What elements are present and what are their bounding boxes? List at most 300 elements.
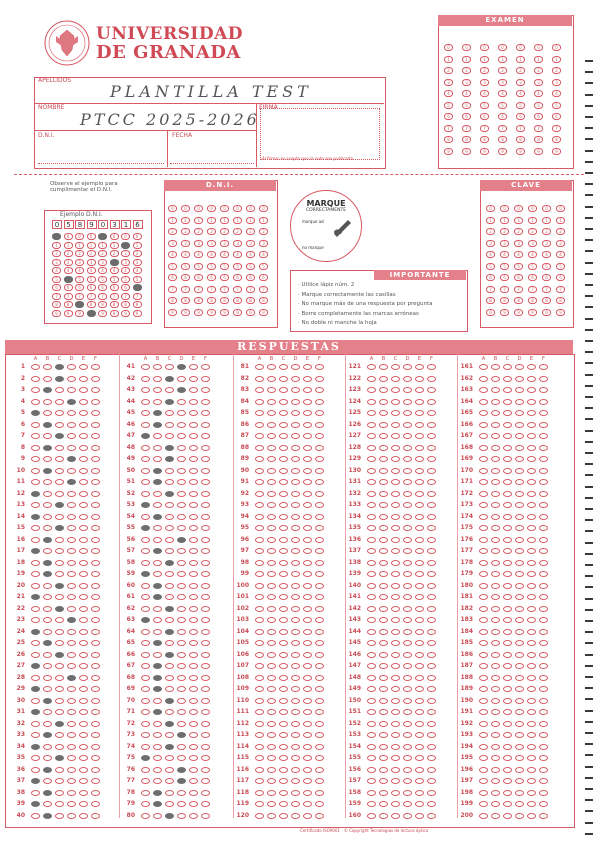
answer-bubble[interactable] (403, 514, 412, 520)
answer-bubble[interactable] (141, 433, 150, 439)
digit-bubble[interactable]: 3 (534, 79, 543, 86)
answer-bubble[interactable] (31, 560, 40, 566)
answer-bubble[interactable] (391, 675, 400, 681)
answer-bubble[interactable] (67, 537, 76, 543)
answer-bubble[interactable] (91, 364, 100, 370)
answer-bubble[interactable] (165, 778, 174, 784)
digit-bubble[interactable]: 1 (87, 242, 96, 249)
digit-bubble[interactable]: 5 (246, 263, 255, 270)
answer-bubble[interactable] (31, 629, 40, 635)
answer-bubble[interactable] (267, 606, 276, 612)
answer-bubble[interactable] (503, 548, 512, 554)
answer-bubble[interactable] (43, 571, 52, 577)
answer-bubble[interactable] (479, 709, 488, 715)
answer-bubble[interactable] (165, 652, 174, 658)
answer-bubble[interactable] (201, 709, 210, 715)
answer-bubble[interactable] (177, 640, 186, 646)
answer-bubble[interactable] (527, 399, 536, 405)
answer-bubble[interactable] (527, 721, 536, 727)
digit-bubble[interactable]: 4 (181, 251, 190, 258)
answer-bubble[interactable] (303, 433, 312, 439)
answer-bubble[interactable] (91, 606, 100, 612)
digit-bubble[interactable]: 7 (168, 286, 177, 293)
answer-bubble[interactable] (55, 629, 64, 635)
answer-bubble[interactable] (415, 790, 424, 796)
answer-bubble[interactable] (201, 410, 210, 416)
answer-bubble[interactable] (267, 617, 276, 623)
answer-bubble[interactable] (539, 709, 548, 715)
answer-bubble[interactable] (55, 744, 64, 750)
answer-bubble[interactable] (491, 364, 500, 370)
answer-bubble[interactable] (165, 445, 174, 451)
answer-bubble[interactable] (141, 399, 150, 405)
answer-bubble[interactable] (415, 732, 424, 738)
answer-bubble[interactable] (43, 652, 52, 658)
answer-bubble[interactable] (141, 525, 150, 531)
answer-bubble[interactable] (31, 445, 40, 451)
answer-bubble[interactable] (201, 456, 210, 462)
answer-bubble[interactable] (165, 456, 174, 462)
digit-bubble[interactable]: 5 (542, 263, 551, 270)
digit-bubble[interactable]: 9 (542, 309, 551, 316)
answer-bubble[interactable] (91, 410, 100, 416)
digit-bubble[interactable]: 0 (194, 205, 203, 212)
answer-bubble[interactable] (79, 778, 88, 784)
digit-bubble[interactable] (121, 242, 130, 249)
answer-bubble[interactable] (141, 537, 150, 543)
answer-bubble[interactable] (279, 801, 288, 807)
answer-bubble[interactable] (403, 755, 412, 761)
answer-bubble[interactable] (201, 422, 210, 428)
answer-bubble[interactable] (503, 456, 512, 462)
answer-bubble[interactable] (267, 491, 276, 497)
digit-bubble[interactable]: 1 (52, 242, 61, 249)
answer-bubble[interactable] (201, 640, 210, 646)
answer-bubble[interactable] (491, 721, 500, 727)
answer-bubble[interactable] (141, 778, 150, 784)
answer-bubble[interactable] (79, 456, 88, 462)
answer-bubble[interactable] (539, 594, 548, 600)
digit-bubble[interactable]: 6 (534, 113, 543, 120)
answer-bubble[interactable] (479, 410, 488, 416)
digit-bubble[interactable]: 6 (552, 113, 561, 120)
answer-bubble[interactable] (303, 502, 312, 508)
answer-bubble[interactable] (315, 560, 324, 566)
answer-bubble[interactable] (67, 387, 76, 393)
answer-bubble[interactable] (79, 755, 88, 761)
answer-bubble[interactable] (279, 560, 288, 566)
digit-bubble[interactable]: 4 (207, 251, 216, 258)
digit-bubble[interactable]: 6 (64, 284, 73, 291)
answer-bubble[interactable] (427, 571, 436, 577)
answer-bubble[interactable] (527, 606, 536, 612)
digit-bubble[interactable]: 0 (110, 233, 119, 240)
answer-bubble[interactable] (391, 790, 400, 796)
answer-bubble[interactable] (43, 755, 52, 761)
digit-bubble[interactable]: 1 (207, 217, 216, 224)
answer-bubble[interactable] (165, 617, 174, 623)
answer-bubble[interactable] (315, 387, 324, 393)
answer-bubble[interactable] (55, 663, 64, 669)
answer-bubble[interactable] (55, 422, 64, 428)
digit-bubble[interactable]: 4 (110, 267, 119, 274)
answer-bubble[interactable] (79, 364, 88, 370)
answer-bubble[interactable] (141, 548, 150, 554)
answer-bubble[interactable] (291, 709, 300, 715)
answer-bubble[interactable] (91, 629, 100, 635)
answer-bubble[interactable] (415, 663, 424, 669)
answer-bubble[interactable] (503, 778, 512, 784)
answer-bubble[interactable] (201, 755, 210, 761)
digit-bubble[interactable]: 2 (75, 250, 84, 257)
answer-bubble[interactable] (315, 732, 324, 738)
digit-bubble[interactable]: 8 (486, 297, 495, 304)
answer-bubble[interactable] (527, 364, 536, 370)
answer-bubble[interactable] (403, 686, 412, 692)
answer-bubble[interactable] (67, 617, 76, 623)
answer-bubble[interactable] (153, 732, 162, 738)
answer-bubble[interactable] (189, 813, 198, 819)
answer-bubble[interactable] (539, 548, 548, 554)
answer-bubble[interactable] (141, 640, 150, 646)
answer-bubble[interactable] (515, 422, 524, 428)
answer-bubble[interactable] (391, 813, 400, 819)
answer-bubble[interactable] (315, 778, 324, 784)
answer-bubble[interactable] (491, 571, 500, 577)
digit-bubble[interactable]: 8 (259, 297, 268, 304)
answer-bubble[interactable] (515, 652, 524, 658)
digit-bubble[interactable]: 6 (52, 284, 61, 291)
answer-bubble[interactable] (379, 709, 388, 715)
answer-bubble[interactable] (91, 583, 100, 589)
answer-bubble[interactable] (427, 629, 436, 635)
digit-bubble[interactable] (133, 284, 142, 291)
digit-bubble[interactable]: 3 (259, 240, 268, 247)
answer-bubble[interactable] (315, 755, 324, 761)
answer-bubble[interactable] (165, 675, 174, 681)
answer-bubble[interactable] (79, 445, 88, 451)
answer-bubble[interactable] (391, 606, 400, 612)
answer-bubble[interactable] (141, 364, 150, 370)
answer-bubble[interactable] (43, 537, 52, 543)
answer-bubble[interactable] (315, 721, 324, 727)
digit-bubble[interactable] (98, 233, 107, 240)
answer-bubble[interactable] (303, 767, 312, 773)
answer-bubble[interactable] (267, 594, 276, 600)
answer-bubble[interactable] (403, 767, 412, 773)
digit-bubble[interactable]: 5 (98, 276, 107, 283)
answer-bubble[interactable] (391, 491, 400, 497)
answer-bubble[interactable] (379, 583, 388, 589)
answer-bubble[interactable] (391, 686, 400, 692)
answer-bubble[interactable] (255, 629, 264, 635)
answer-bubble[interactable] (267, 698, 276, 704)
digit-bubble[interactable]: 5 (556, 263, 565, 270)
answer-bubble[interactable] (539, 732, 548, 738)
answer-bubble[interactable] (503, 479, 512, 485)
answer-bubble[interactable] (415, 491, 424, 497)
answer-bubble[interactable] (427, 560, 436, 566)
answer-bubble[interactable] (141, 583, 150, 589)
answer-bubble[interactable] (189, 376, 198, 382)
digit-bubble[interactable]: 7 (534, 125, 543, 132)
digit-bubble[interactable]: 9 (462, 148, 471, 155)
answer-bubble[interactable] (79, 767, 88, 773)
answer-bubble[interactable] (153, 594, 162, 600)
answer-bubble[interactable] (55, 767, 64, 773)
answer-bubble[interactable] (201, 560, 210, 566)
digit-bubble[interactable]: 3 (64, 259, 73, 266)
answer-bubble[interactable] (315, 594, 324, 600)
answer-bubble[interactable] (279, 640, 288, 646)
answer-bubble[interactable] (367, 801, 376, 807)
answer-bubble[interactable] (267, 364, 276, 370)
answer-bubble[interactable] (291, 399, 300, 405)
answer-bubble[interactable] (201, 801, 210, 807)
answer-bubble[interactable] (367, 732, 376, 738)
answer-bubble[interactable] (291, 525, 300, 531)
answer-bubble[interactable] (503, 675, 512, 681)
answer-bubble[interactable] (403, 560, 412, 566)
answer-bubble[interactable] (141, 767, 150, 773)
digit-bubble[interactable]: 3 (133, 259, 142, 266)
answer-bubble[interactable] (153, 755, 162, 761)
answer-bubble[interactable] (379, 537, 388, 543)
answer-bubble[interactable] (515, 767, 524, 773)
answer-bubble[interactable] (367, 640, 376, 646)
answer-bubble[interactable] (267, 548, 276, 554)
answer-bubble[interactable] (177, 594, 186, 600)
digit-bubble[interactable]: 8 (110, 301, 119, 308)
answer-bubble[interactable] (153, 433, 162, 439)
answer-bubble[interactable] (491, 652, 500, 658)
answer-bubble[interactable] (539, 456, 548, 462)
answer-bubble[interactable] (303, 801, 312, 807)
answer-bubble[interactable] (539, 364, 548, 370)
digit-bubble[interactable]: 2 (500, 228, 509, 235)
answer-bubble[interactable] (427, 502, 436, 508)
answer-bubble[interactable] (189, 778, 198, 784)
digit-bubble[interactable]: 5 (233, 263, 242, 270)
digit-bubble[interactable]: 6 (514, 274, 523, 281)
answer-bubble[interactable] (91, 537, 100, 543)
digit-bubble[interactable]: 5 (444, 102, 453, 109)
answer-bubble[interactable] (379, 755, 388, 761)
answer-bubble[interactable] (479, 801, 488, 807)
answer-bubble[interactable] (391, 422, 400, 428)
answer-bubble[interactable] (503, 364, 512, 370)
answer-bubble[interactable] (539, 410, 548, 416)
answer-bubble[interactable] (165, 663, 174, 669)
answer-bubble[interactable] (491, 801, 500, 807)
answer-bubble[interactable] (153, 399, 162, 405)
digit-bubble[interactable]: 2 (168, 228, 177, 235)
answer-bubble[interactable] (491, 387, 500, 393)
digit-bubble[interactable]: 7 (133, 293, 142, 300)
answer-bubble[interactable] (527, 709, 536, 715)
answer-bubble[interactable] (267, 399, 276, 405)
answer-bubble[interactable] (165, 410, 174, 416)
answer-bubble[interactable] (315, 744, 324, 750)
answer-bubble[interactable] (165, 502, 174, 508)
answer-bubble[interactable] (291, 387, 300, 393)
answer-bubble[interactable] (479, 813, 488, 819)
answer-bubble[interactable] (379, 686, 388, 692)
answer-bubble[interactable] (367, 709, 376, 715)
answer-bubble[interactable] (415, 456, 424, 462)
digit-bubble[interactable]: 7 (121, 293, 130, 300)
answer-bubble[interactable] (527, 571, 536, 577)
answer-bubble[interactable] (141, 376, 150, 382)
digit-bubble[interactable]: 9 (181, 309, 190, 316)
answer-bubble[interactable] (515, 583, 524, 589)
digit-bubble[interactable]: 5 (514, 263, 523, 270)
answer-bubble[interactable] (141, 387, 150, 393)
answer-bubble[interactable] (379, 778, 388, 784)
answer-bubble[interactable] (91, 468, 100, 474)
answer-bubble[interactable] (267, 778, 276, 784)
answer-bubble[interactable] (267, 813, 276, 819)
answer-bubble[interactable] (91, 456, 100, 462)
answer-bubble[interactable] (165, 387, 174, 393)
answer-bubble[interactable] (279, 525, 288, 531)
answer-bubble[interactable] (391, 652, 400, 658)
answer-bubble[interactable] (31, 698, 40, 704)
answer-bubble[interactable] (515, 801, 524, 807)
answer-bubble[interactable] (153, 813, 162, 819)
answer-bubble[interactable] (403, 410, 412, 416)
answer-bubble[interactable] (315, 502, 324, 508)
answer-bubble[interactable] (267, 686, 276, 692)
answer-bubble[interactable] (91, 640, 100, 646)
answer-bubble[interactable] (79, 410, 88, 416)
answer-bubble[interactable] (153, 778, 162, 784)
answer-bubble[interactable] (527, 755, 536, 761)
answer-bubble[interactable] (515, 456, 524, 462)
answer-bubble[interactable] (55, 502, 64, 508)
answer-bubble[interactable] (291, 594, 300, 600)
answer-bubble[interactable] (415, 387, 424, 393)
answer-bubble[interactable] (515, 813, 524, 819)
answer-bubble[interactable] (31, 422, 40, 428)
answer-bubble[interactable] (255, 364, 264, 370)
answer-bubble[interactable] (539, 767, 548, 773)
answer-bubble[interactable] (31, 387, 40, 393)
answer-bubble[interactable] (43, 767, 52, 773)
answer-bubble[interactable] (189, 583, 198, 589)
answer-bubble[interactable] (153, 767, 162, 773)
answer-bubble[interactable] (79, 491, 88, 497)
answer-bubble[interactable] (255, 721, 264, 727)
answer-bubble[interactable] (31, 813, 40, 819)
answer-bubble[interactable] (379, 606, 388, 612)
answer-bubble[interactable] (67, 456, 76, 462)
answer-bubble[interactable] (379, 571, 388, 577)
answer-bubble[interactable] (427, 767, 436, 773)
answer-bubble[interactable] (479, 399, 488, 405)
answer-bubble[interactable] (527, 686, 536, 692)
answer-bubble[interactable] (427, 686, 436, 692)
digit-bubble[interactable]: 0 (207, 205, 216, 212)
answer-bubble[interactable] (91, 399, 100, 405)
answer-bubble[interactable] (177, 491, 186, 497)
answer-bubble[interactable] (201, 744, 210, 750)
answer-bubble[interactable] (165, 698, 174, 704)
answer-bubble[interactable] (153, 456, 162, 462)
answer-bubble[interactable] (527, 410, 536, 416)
answer-bubble[interactable] (315, 433, 324, 439)
digit-bubble[interactable]: 1 (233, 217, 242, 224)
answer-bubble[interactable] (415, 537, 424, 543)
digit-bubble[interactable]: 9 (528, 309, 537, 316)
answer-bubble[interactable] (315, 571, 324, 577)
answer-bubble[interactable] (503, 387, 512, 393)
answer-bubble[interactable] (55, 755, 64, 761)
digit-bubble[interactable]: 4 (98, 267, 107, 274)
answer-bubble[interactable] (141, 721, 150, 727)
answer-bubble[interactable] (91, 479, 100, 485)
answer-bubble[interactable] (515, 744, 524, 750)
answer-bubble[interactable] (79, 698, 88, 704)
answer-bubble[interactable] (55, 732, 64, 738)
answer-bubble[interactable] (515, 675, 524, 681)
answer-bubble[interactable] (165, 468, 174, 474)
digit-bubble[interactable]: 7 (259, 286, 268, 293)
answer-bubble[interactable] (153, 376, 162, 382)
answer-bubble[interactable] (55, 675, 64, 681)
digit-bubble[interactable]: 2 (110, 250, 119, 257)
answer-bubble[interactable] (503, 663, 512, 669)
answer-bubble[interactable] (403, 790, 412, 796)
answer-bubble[interactable] (291, 813, 300, 819)
answer-bubble[interactable] (303, 560, 312, 566)
digit-bubble[interactable]: 2 (194, 228, 203, 235)
digit-bubble[interactable]: 3 (233, 240, 242, 247)
digit-bubble[interactable]: 0 (552, 44, 561, 51)
answer-bubble[interactable] (91, 514, 100, 520)
answer-bubble[interactable] (177, 755, 186, 761)
answer-bubble[interactable] (153, 617, 162, 623)
answer-bubble[interactable] (527, 548, 536, 554)
answer-bubble[interactable] (67, 376, 76, 382)
answer-bubble[interactable] (177, 502, 186, 508)
answer-bubble[interactable] (291, 422, 300, 428)
answer-bubble[interactable] (503, 376, 512, 382)
answer-bubble[interactable] (427, 594, 436, 600)
digit-bubble[interactable]: 8 (168, 297, 177, 304)
answer-bubble[interactable] (153, 790, 162, 796)
answer-bubble[interactable] (31, 410, 40, 416)
answer-bubble[interactable] (43, 491, 52, 497)
digit-bubble[interactable]: 4 (64, 267, 73, 274)
answer-bubble[interactable] (153, 801, 162, 807)
digit-bubble[interactable]: 8 (480, 136, 489, 143)
answer-bubble[interactable] (391, 755, 400, 761)
answer-bubble[interactable] (255, 778, 264, 784)
answer-bubble[interactable] (315, 652, 324, 658)
answer-bubble[interactable] (391, 387, 400, 393)
answer-bubble[interactable] (379, 445, 388, 451)
answer-bubble[interactable] (31, 675, 40, 681)
answer-bubble[interactable] (79, 617, 88, 623)
answer-bubble[interactable] (427, 387, 436, 393)
answer-bubble[interactable] (367, 456, 376, 462)
digit-bubble[interactable]: 8 (552, 136, 561, 143)
answer-bubble[interactable] (491, 514, 500, 520)
answer-bubble[interactable] (55, 721, 64, 727)
answer-bubble[interactable] (165, 709, 174, 715)
answer-bubble[interactable] (479, 698, 488, 704)
